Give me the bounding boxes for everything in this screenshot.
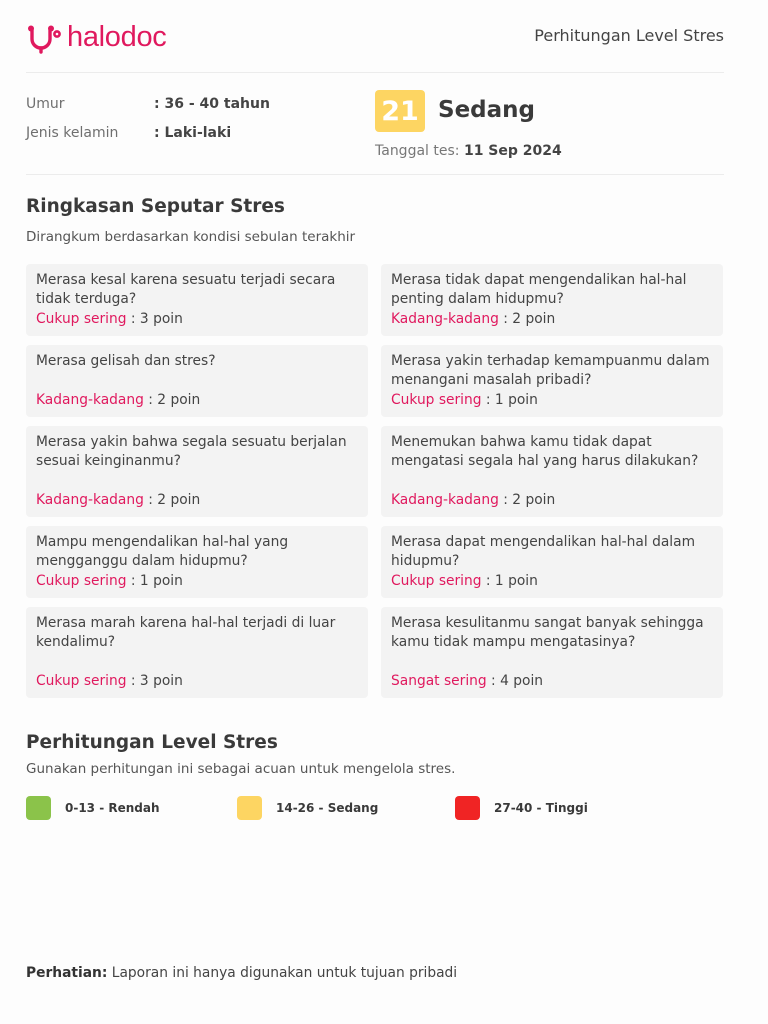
stethoscope-icon bbox=[26, 24, 62, 54]
age-label: Umur bbox=[26, 96, 65, 112]
test-date-value: 11 Sep 2024 bbox=[463, 143, 562, 159]
card-question: Merasa yakin terhadap kemampuanmu dalam menangani masalah pribadi? bbox=[391, 353, 710, 389]
disclaimer-label: Perhatian: bbox=[26, 965, 108, 981]
legend-swatch-yellow bbox=[237, 796, 262, 820]
legend-label: 14-26 - Sedang bbox=[276, 801, 379, 815]
summary-card bbox=[381, 426, 723, 517]
card-answer bbox=[391, 391, 538, 410]
gender-value: : Laki-laki bbox=[154, 125, 232, 141]
card-answer bbox=[36, 491, 200, 510]
page-header bbox=[26, 22, 724, 56]
summary-card bbox=[26, 526, 368, 598]
summary-card bbox=[26, 607, 368, 698]
summary-card bbox=[26, 345, 368, 417]
card-points: : 2 poin bbox=[143, 391, 201, 408]
stress-level: Sedang bbox=[438, 97, 535, 123]
age-value: : 36 - 40 tahun bbox=[154, 96, 270, 112]
card-answer bbox=[391, 310, 555, 329]
test-date-label: Tanggal tes: bbox=[375, 143, 460, 159]
info-divider bbox=[26, 174, 724, 175]
card-answer bbox=[36, 310, 183, 329]
card-question: Merasa kesal karena sesuatu terjadi secara tidak terduga? bbox=[36, 272, 336, 308]
header-divider bbox=[26, 72, 724, 73]
calculation-subtitle: Gunakan perhitungan ini sebagai acuan untuk mengelola stres. bbox=[26, 761, 456, 777]
legend-label: 0-13 - Rendah bbox=[65, 801, 160, 815]
card-answer bbox=[36, 672, 183, 691]
summary-card bbox=[381, 264, 723, 336]
summary-card bbox=[26, 426, 368, 517]
card-question: Merasa gelisah dan stres? bbox=[36, 353, 216, 369]
card-frequency: Cukup sering bbox=[391, 572, 482, 589]
disclaimer-text: Laporan ini hanya digunakan untuk tujuan pribadi bbox=[107, 965, 458, 981]
card-frequency: Kadang-kadang bbox=[391, 310, 499, 327]
card-question: Merasa kesulitanmu sangat banyak sehingga kamu tidak mampu mengatasinya? bbox=[391, 615, 704, 651]
calculation-title: Perhitungan Level Stres bbox=[26, 732, 278, 753]
card-frequency: Cukup sering bbox=[36, 572, 127, 589]
summary-subtitle: Dirangkum berdasarkan kondisi sebulan terakhir bbox=[26, 229, 356, 245]
card-points: : 1 poin bbox=[126, 572, 183, 589]
summary-card bbox=[381, 526, 723, 598]
card-frequency: Cukup sering bbox=[36, 672, 127, 689]
legend-swatch-green bbox=[26, 796, 51, 820]
card-frequency: Cukup sering bbox=[391, 391, 482, 408]
summary-card bbox=[381, 345, 723, 417]
card-points: : 3 poin bbox=[126, 672, 183, 689]
score-badge: 21 bbox=[375, 90, 425, 132]
card-frequency: Kadang-kadang bbox=[36, 491, 144, 508]
summary-title: Ringkasan Seputar Stres bbox=[26, 196, 285, 217]
card-question: Merasa tidak dapat mengendalikan hal-hal penting dalam hidupmu? bbox=[391, 272, 687, 308]
gender-label: Jenis kelamin bbox=[26, 125, 119, 141]
card-points: : 4 poin bbox=[486, 672, 544, 689]
document-title: Perhitungan Level Stres bbox=[534, 26, 724, 45]
card-answer bbox=[391, 672, 543, 691]
disclaimer bbox=[26, 965, 457, 981]
halodoc-logo bbox=[26, 22, 167, 56]
card-points: : 2 poin bbox=[498, 310, 556, 327]
card-question: Merasa dapat mengendalikan hal-hal dalam hidupmu? bbox=[391, 534, 696, 570]
summary-card bbox=[381, 607, 723, 698]
card-answer bbox=[36, 391, 200, 410]
legend-medium bbox=[237, 796, 378, 820]
test-date bbox=[375, 143, 562, 159]
logo-text: halodoc bbox=[67, 20, 167, 53]
card-points: : 1 poin bbox=[481, 572, 538, 589]
card-points: : 2 poin bbox=[498, 491, 556, 508]
card-points: : 1 poin bbox=[481, 391, 538, 408]
legend-high bbox=[455, 796, 588, 820]
legend-low bbox=[26, 796, 160, 820]
legend-label: 27-40 - Tinggi bbox=[494, 801, 588, 815]
card-question: Mampu mengendalikan hal-hal yang mengganggu dalam hidupmu? bbox=[36, 534, 289, 570]
card-frequency: Cukup sering bbox=[36, 310, 127, 327]
card-answer bbox=[391, 572, 538, 591]
card-frequency: Kadang-kadang bbox=[391, 491, 499, 508]
card-question: Merasa yakin bahwa segala sesuatu berjalan sesuai keinginanmu? bbox=[36, 434, 347, 470]
legend-swatch-red bbox=[455, 796, 480, 820]
card-frequency: Kadang-kadang bbox=[36, 391, 144, 408]
summary-card bbox=[26, 264, 368, 336]
card-points: : 2 poin bbox=[143, 491, 201, 508]
card-frequency: Sangat sering bbox=[391, 672, 487, 689]
card-points: : 3 poin bbox=[126, 310, 183, 327]
card-answer bbox=[391, 491, 555, 510]
card-question: Merasa marah karena hal-hal terjadi di luar kendalimu? bbox=[36, 615, 336, 651]
card-answer bbox=[36, 572, 183, 591]
card-question: Menemukan bahwa kamu tidak dapat mengatasi segala hal yang harus dilakukan? bbox=[391, 434, 699, 470]
